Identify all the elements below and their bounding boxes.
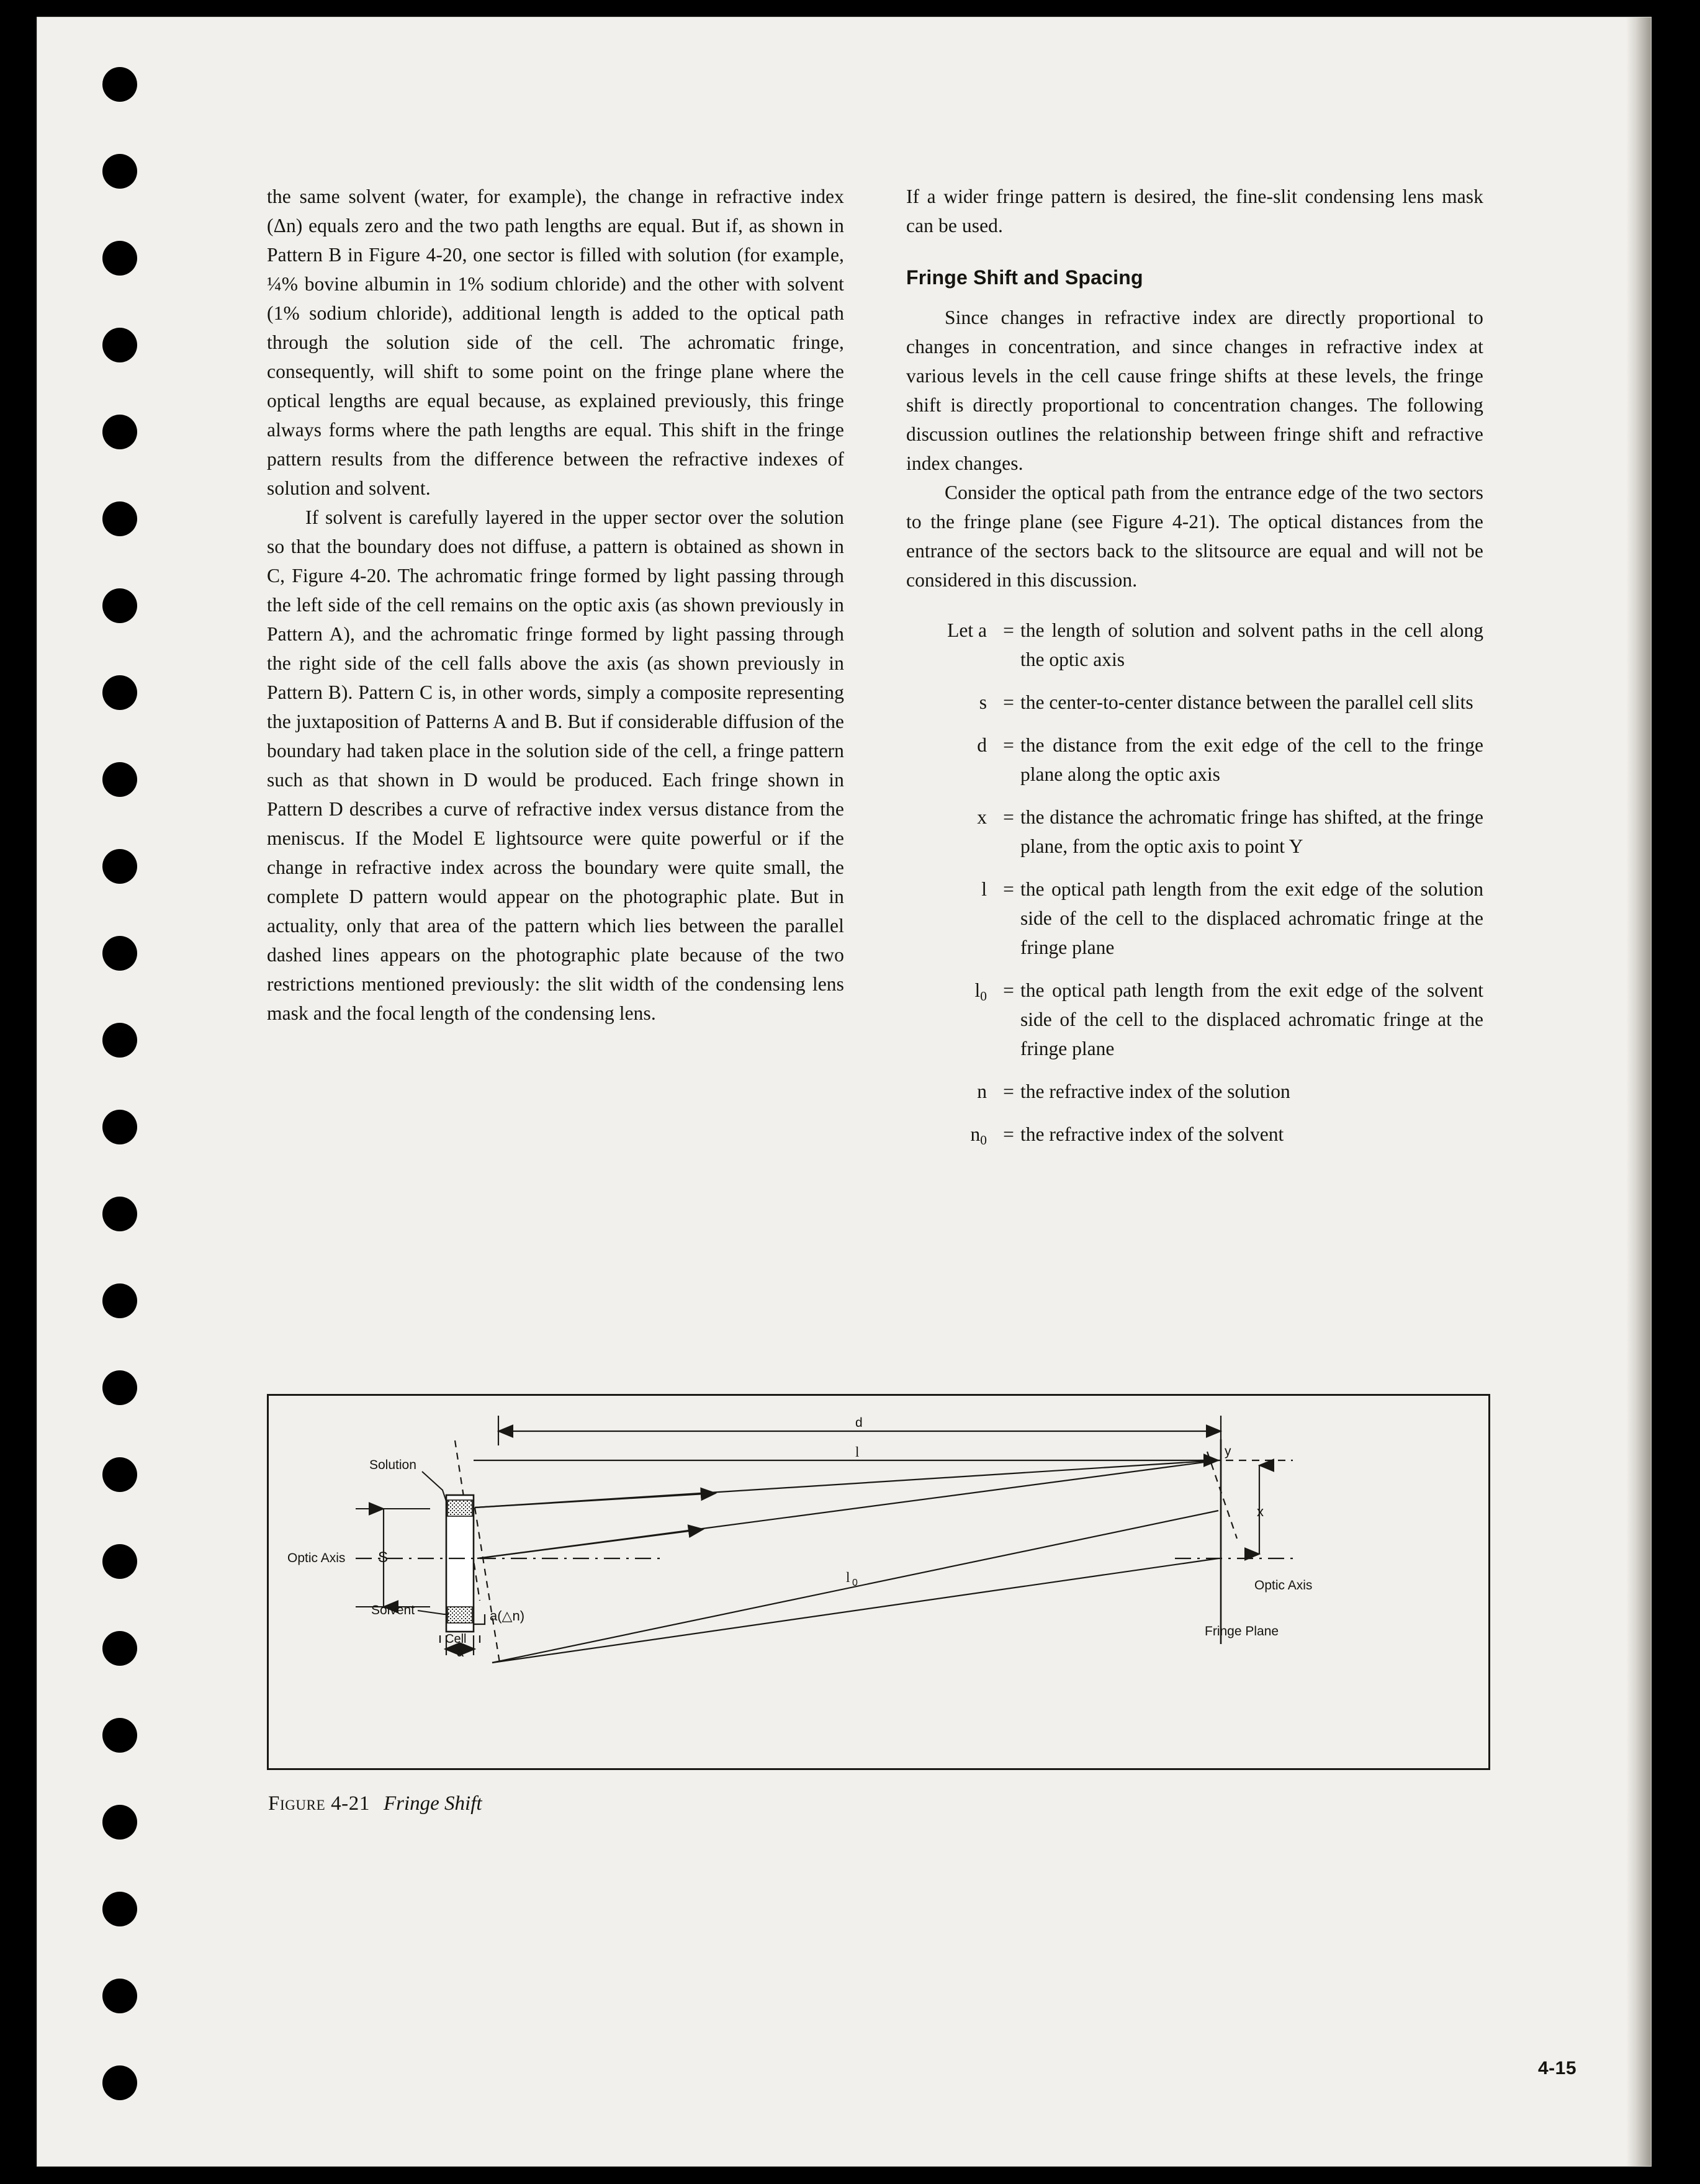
definition-text: the refractive index of the solvent	[1020, 1123, 1284, 1145]
definition-text: the center-to-center distance between the parallel cell slits	[1020, 691, 1473, 713]
label-optic-axis-right: Optic Axis	[1254, 1578, 1313, 1593]
figure-number: Figure 4-21	[268, 1792, 370, 1815]
punch-hole	[102, 849, 137, 884]
label-y: y	[1225, 1444, 1231, 1458]
paragraph: the same solvent (water, for example), the change in refractive index (Δn) equals zero and the two path lengths are equal. But if, as shown in Pattern B in Figure 4-20, one sector is filled with solution (for example, ¼% bovine albumin in 1% sodium chloride) and the other with solvent (1% sodium chloride), additional length is added to the optical path through the solution side of the cell. The achromatic fringe, consequently, will shift to some point on the fringe plane where the optical lengths are equal because, as explained previously, this fringe always forms where the path lengths are equal. This shift in the fringe pattern results from the difference between the refractive indexes of solution and solvent.	[267, 186, 844, 499]
paragraph: Since changes in refractive index are directly proportional to changes in concentration, and since changes in refractive index at various levels in the cell cause fringe shifts at these levels, the fringe shift is directly proportional to concentration changes. The following discussion outlines the relationship between fringe shift and refractive index changes.	[906, 307, 1483, 474]
punch-hole	[102, 328, 137, 362]
definition-symbol: n	[977, 1081, 987, 1102]
definition-symbol: $n_0$	[970, 1123, 987, 1148]
definition-text: the distance the achromatic fringe has shifted, at the fringe plane, from the optic axis to point Y	[1020, 806, 1483, 857]
punch-hole	[102, 1110, 137, 1144]
punch-hole	[102, 936, 137, 971]
label-l0: l	[846, 1570, 850, 1585]
symbol-definition-list	[906, 616, 1483, 1155]
punch-hole	[102, 1892, 137, 1926]
definition-row	[906, 802, 1483, 861]
definition-symbol: s	[979, 691, 987, 713]
label-d: d	[855, 1416, 863, 1430]
definition-row	[906, 616, 1483, 674]
punch-hole	[102, 1197, 137, 1231]
punch-hole	[102, 1370, 137, 1405]
page-edge-shadow	[1626, 17, 1651, 2166]
definition-row	[906, 730, 1483, 789]
definition-symbol: $l_0$	[974, 979, 987, 1004]
punch-hole	[102, 415, 137, 449]
definition-row	[906, 688, 1483, 717]
punch-hole	[102, 762, 137, 797]
fringe-shift-diagram	[269, 1396, 1485, 1764]
scanned-page	[37, 17, 1651, 2166]
definition-equals: =	[1003, 806, 1014, 828]
definition-text: the length of solution and solvent paths in the cell along the optic axis	[1020, 619, 1483, 670]
punch-hole	[102, 1457, 137, 1492]
label-a-delta-n: a(△n)	[490, 1608, 525, 1624]
punch-hole	[102, 675, 137, 710]
punch-hole	[102, 1631, 137, 1666]
label-a: a	[457, 1646, 464, 1660]
page-body	[267, 182, 1483, 2075]
punch-hole	[102, 1023, 137, 1058]
binder-punch-holes	[96, 67, 164, 2152]
punch-hole	[102, 2065, 137, 2100]
definition-equals: =	[1003, 878, 1014, 900]
definition-equals: =	[1003, 691, 1014, 713]
page-number: 4-15	[1537, 2058, 1576, 2078]
definition-equals: =	[1003, 734, 1014, 756]
definition-text: the refractive index of the solution	[1020, 1081, 1290, 1102]
definition-text: the optical path length from the exit edge of the solution side of the cell to the displaced achromatic fringe at the fringe plane	[1020, 878, 1483, 958]
left-text-column	[267, 182, 844, 1028]
figure-caption	[268, 1792, 482, 1815]
definition-row	[906, 976, 1483, 1063]
right-text-column	[906, 182, 1483, 1169]
punch-hole	[102, 1283, 137, 1318]
punch-hole	[102, 154, 137, 189]
definition-equals: =	[1003, 1123, 1014, 1145]
label-l: l	[855, 1444, 860, 1460]
definition-symbol: x	[977, 806, 987, 828]
label-optic-axis-left: Optic Axis	[287, 1551, 346, 1565]
label-fringe-plane: Fringe Plane	[1205, 1624, 1279, 1638]
label-x: x	[1257, 1504, 1264, 1519]
paragraph: If a wider fringe pattern is desired, the fine-slit condensing lens mask can be used.	[906, 186, 1483, 236]
definition-equals: =	[1003, 979, 1014, 1001]
punch-hole	[102, 501, 137, 536]
definition-text: the optical path length from the exit edge of the solvent side of the cell to the displaced achromatic fringe at the fringe plane	[1020, 979, 1483, 1059]
punch-hole	[102, 1544, 137, 1579]
label-cell: Cell	[445, 1632, 467, 1646]
punch-hole	[102, 1979, 137, 2013]
definition-symbol: d	[977, 734, 987, 756]
definition-symbol: Let a	[947, 619, 987, 641]
figure-4-21-frame	[267, 1394, 1490, 1770]
label-s: S	[378, 1549, 389, 1566]
punch-hole	[102, 67, 137, 102]
punch-hole	[102, 588, 137, 623]
punch-hole	[102, 241, 137, 276]
definition-row	[906, 1077, 1483, 1106]
definition-symbol: l	[981, 878, 987, 900]
punch-hole	[102, 1718, 137, 1753]
label-solution: Solution	[369, 1458, 416, 1472]
punch-hole	[102, 1805, 137, 1840]
definition-row	[906, 874, 1483, 962]
section-heading: Fringe Shift and Spacing	[906, 266, 1143, 289]
paragraph: Consider the optical path from the entrance edge of the two sectors to the fringe plane (see Figure 4-21). The optical distances from the entrance of the sectors back to the slitsource are equal and will not be considered in this discussion.	[906, 482, 1483, 591]
paragraph: If solvent is carefully layered in the upper sector over the solution so that the boundary does not diffuse, a pattern is obtained as shown in C, Figure 4-20. The achromatic fringe formed by light passing through the left side of the cell remains on the optic axis (as shown previously in Pattern A), and the achromatic fringe formed by light passing through the right side of the cell falls above the axis (as shown previously in Pattern B). Pattern C is, in other words, simply a composite representing the juxtaposition of Patterns A and B. But if considerable diffusion of the boundary had taken place in the solution side of the cell, a fringe pattern such as that shown in D would be produced. Each fringe shown in Pattern D describes a curve of refractive index versus distance from the meniscus. If the Model E lightsource were quite powerful or if the change in refractive index across the boundary were quite small, the complete D pattern would appear on the photographic plate. But in actuality, only that area of the pattern which lies between the parallel dashed lines appears on the photographic plate because of the two restrictions mentioned previously: the slit width of the condensing lens mask and the focal length of the condensing lens.	[267, 506, 844, 1024]
label-l0-sub: 0	[852, 1578, 858, 1588]
definition-row	[906, 1120, 1483, 1155]
definition-equals: =	[1003, 619, 1014, 641]
figure-title: Fringe Shift	[383, 1792, 482, 1815]
definition-text: the distance from the exit edge of the cell to the fringe plane along the optic axis	[1020, 734, 1483, 785]
label-solvent: Solvent	[371, 1603, 415, 1617]
definition-equals: =	[1003, 1081, 1014, 1102]
